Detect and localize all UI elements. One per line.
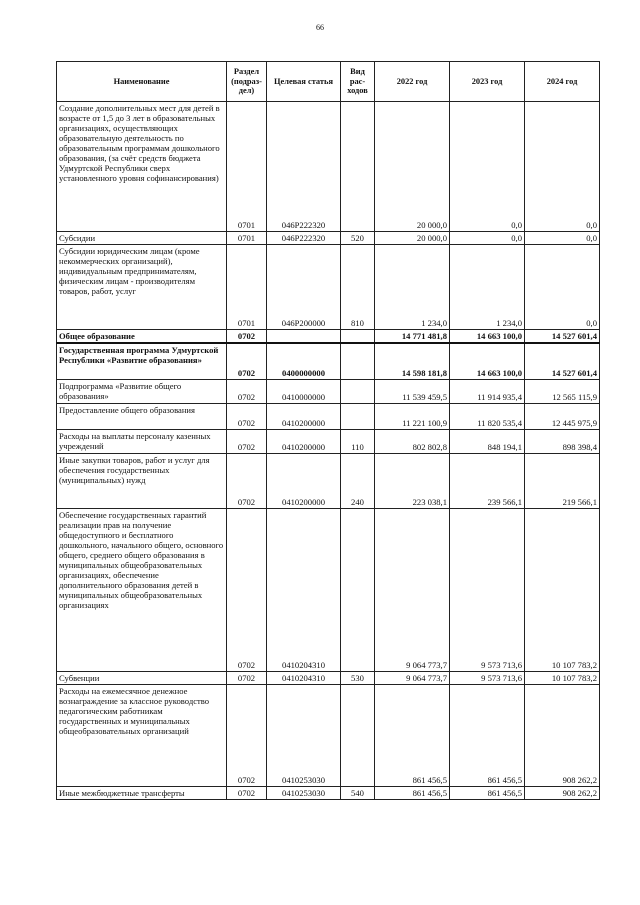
table-row <box>57 684 600 786</box>
cell-section: 0702 <box>227 684 267 786</box>
cell-y2022: 9 064 773,7 <box>375 671 450 684</box>
cell-kind: 110 <box>341 429 375 453</box>
cell-y2023: 11 820 535,4 <box>450 403 525 429</box>
cell-y2023: 9 573 713,6 <box>450 671 525 684</box>
cell-name: Обеспечение государственных гарантий реализации прав на получение общедоступного и бесплатного дошкольного, начального общего, основного общего, среднего общего образования в муниципальных общеобразовательных организациях, обеспечение дополнительного образования детей в муниципальных общеобразовательных организациях <box>57 508 227 671</box>
cell-target: 0410204310 <box>267 508 341 671</box>
cell-y2023: 14 663 100,0 <box>450 330 525 344</box>
table-row <box>57 343 600 379</box>
cell-target: 046P200000 <box>267 245 341 330</box>
cell-kind: 240 <box>341 453 375 508</box>
header-target: Целевая статья <box>267 62 341 102</box>
cell-kind <box>341 403 375 429</box>
cell-section: 0702 <box>227 343 267 379</box>
cell-section: 0702 <box>227 508 267 671</box>
cell-section: 0702 <box>227 429 267 453</box>
cell-section: 0702 <box>227 379 267 403</box>
header-2022: 2022 год <box>375 62 450 102</box>
cell-y2022: 14 598 181,8 <box>375 343 450 379</box>
cell-target: 0410200000 <box>267 453 341 508</box>
cell-kind: 520 <box>341 232 375 245</box>
table-row <box>57 508 600 671</box>
cell-y2024: 14 527 601,4 <box>525 343 600 379</box>
cell-y2024: 219 566,1 <box>525 453 600 508</box>
cell-name: Создание дополнительных мест для детей в возрасте от 1,5 до 3 лет в образовательных организациях, осуществляющих образовательную деятельность по образовательным программам дошкольного образования, (за счёт средств бюджета Удмуртской Республики сверх установленного уровня софинансирования) <box>57 102 227 232</box>
cell-name: Субсидии <box>57 232 227 245</box>
table-row <box>57 245 600 330</box>
cell-section: 0702 <box>227 786 267 799</box>
table-row <box>57 786 600 799</box>
cell-y2022: 1 234,0 <box>375 245 450 330</box>
cell-kind <box>341 379 375 403</box>
header-kind: Вид рас-ходов <box>341 62 375 102</box>
cell-target: 0410253030 <box>267 684 341 786</box>
cell-name: Общее образование <box>57 330 227 344</box>
table-row <box>57 379 600 403</box>
cell-y2024: 0,0 <box>525 232 600 245</box>
cell-name: Субсидии юридическим лицам (кроме некоммерческих организаций), индивидуальным предпринимателям, физическим лицам - производителям товаров, работ, услуг <box>57 245 227 330</box>
cell-name: Расходы на ежемесячное денежное вознаграждение за классное руководство педагогическим работникам государственных и муниципальных общеобразовательных организаций <box>57 684 227 786</box>
cell-y2024: 0,0 <box>525 102 600 232</box>
table-row <box>57 403 600 429</box>
cell-y2023: 14 663 100,0 <box>450 343 525 379</box>
cell-y2022: 20 000,0 <box>375 232 450 245</box>
table-header-row <box>57 62 600 102</box>
cell-y2023: 239 566,1 <box>450 453 525 508</box>
cell-section: 0701 <box>227 102 267 232</box>
cell-kind: 540 <box>341 786 375 799</box>
cell-target: 0410204310 <box>267 671 341 684</box>
cell-y2023: 0,0 <box>450 232 525 245</box>
cell-y2024: 898 398,4 <box>525 429 600 453</box>
cell-section: 0702 <box>227 330 267 344</box>
cell-y2023: 0,0 <box>450 102 525 232</box>
cell-name: Иные межбюджетные трансферты <box>57 786 227 799</box>
cell-name: Субвенции <box>57 671 227 684</box>
table-body <box>57 102 600 800</box>
cell-kind <box>341 684 375 786</box>
cell-name: Расходы на выплаты персоналу казенных учреждений <box>57 429 227 453</box>
cell-target: 0400000000 <box>267 343 341 379</box>
cell-kind <box>341 102 375 232</box>
header-2023: 2023 год <box>450 62 525 102</box>
cell-y2022: 802 802,8 <box>375 429 450 453</box>
cell-y2022: 20 000,0 <box>375 102 450 232</box>
cell-y2023: 11 914 935,4 <box>450 379 525 403</box>
cell-y2023: 861 456,5 <box>450 786 525 799</box>
cell-target: 0410253030 <box>267 786 341 799</box>
cell-name: Подпрограмма «Развитие общего образования» <box>57 379 227 403</box>
page-number: 66 <box>316 23 324 32</box>
cell-target: 046P222320 <box>267 102 341 232</box>
cell-y2022: 861 456,5 <box>375 684 450 786</box>
cell-section: 0701 <box>227 232 267 245</box>
cell-target: 0410000000 <box>267 379 341 403</box>
table-row <box>57 453 600 508</box>
table-row <box>57 671 600 684</box>
cell-section: 0702 <box>227 453 267 508</box>
table-row <box>57 330 600 344</box>
header-section: Раздел (подраз-дел) <box>227 62 267 102</box>
cell-y2022: 9 064 773,7 <box>375 508 450 671</box>
cell-y2024: 12 445 975,9 <box>525 403 600 429</box>
cell-y2023: 848 194,1 <box>450 429 525 453</box>
cell-y2022: 11 539 459,5 <box>375 379 450 403</box>
cell-kind <box>341 330 375 344</box>
cell-y2024: 0,0 <box>525 245 600 330</box>
cell-section: 0702 <box>227 403 267 429</box>
cell-target: 0410200000 <box>267 429 341 453</box>
cell-y2022: 861 456,5 <box>375 786 450 799</box>
cell-target: 0410200000 <box>267 403 341 429</box>
budget-table <box>56 61 600 800</box>
cell-y2024: 12 565 115,9 <box>525 379 600 403</box>
cell-y2023: 9 573 713,6 <box>450 508 525 671</box>
cell-y2024: 14 527 601,4 <box>525 330 600 344</box>
cell-name: Государственная программа Удмуртской Республики «Развитие образования» <box>57 343 227 379</box>
cell-section: 0702 <box>227 671 267 684</box>
table-row <box>57 232 600 245</box>
table-row <box>57 429 600 453</box>
cell-y2022: 14 771 481,8 <box>375 330 450 344</box>
cell-section: 0701 <box>227 245 267 330</box>
cell-y2024: 10 107 783,2 <box>525 508 600 671</box>
cell-y2024: 908 262,2 <box>525 684 600 786</box>
cell-name: Предоставление общего образования <box>57 403 227 429</box>
cell-y2023: 861 456,5 <box>450 684 525 786</box>
cell-target: 046P222320 <box>267 232 341 245</box>
cell-y2024: 10 107 783,2 <box>525 671 600 684</box>
cell-target <box>267 330 341 344</box>
cell-y2022: 11 221 100,9 <box>375 403 450 429</box>
header-2024: 2024 год <box>525 62 600 102</box>
cell-kind <box>341 343 375 379</box>
header-name: Наименование <box>57 62 227 102</box>
cell-kind: 810 <box>341 245 375 330</box>
cell-y2023: 1 234,0 <box>450 245 525 330</box>
cell-kind: 530 <box>341 671 375 684</box>
table-row <box>57 102 600 232</box>
cell-name: Иные закупки товаров, работ и услуг для обеспечения государственных (муниципальных) нужд <box>57 453 227 508</box>
cell-y2022: 223 038,1 <box>375 453 450 508</box>
cell-y2024: 908 262,2 <box>525 786 600 799</box>
cell-kind <box>341 508 375 671</box>
